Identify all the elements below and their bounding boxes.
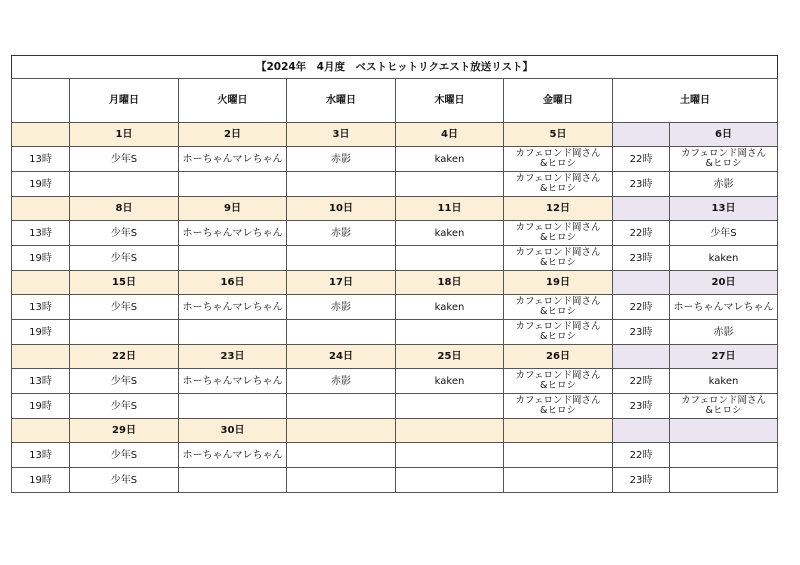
date-cell-saturday-time-blank — [613, 197, 670, 221]
program-cell-friday: カフェロンド岡さん &ヒロシ — [504, 147, 613, 172]
saturday-time-label: 22時 — [613, 295, 670, 320]
program-cell-monday: 少年S — [70, 221, 179, 246]
program-cell-monday: 少年S — [70, 443, 179, 468]
date-row — [12, 271, 778, 295]
time-label: 13時 — [12, 147, 70, 172]
program-cell-wednesday — [287, 320, 396, 345]
program-cell-thursday — [396, 394, 504, 419]
header-blank — [12, 79, 70, 123]
saturday-time-label: 22時 — [613, 221, 670, 246]
program-cell-saturday: 赤影 — [670, 172, 778, 197]
header-saturday: 土曜日 — [613, 79, 778, 123]
slot-row — [12, 369, 778, 394]
saturday-time-label: 23時 — [613, 468, 670, 493]
program-cell-saturday — [670, 443, 778, 468]
time-label: 13時 — [12, 369, 70, 394]
time-label: 13時 — [12, 295, 70, 320]
program-cell-tuesday: ホーちゃんマレちゃん — [179, 221, 287, 246]
program-cell-saturday: kaken — [670, 369, 778, 394]
saturday-time-label: 22時 — [613, 147, 670, 172]
saturday-time-label: 23時 — [613, 172, 670, 197]
date-row-time-blank — [12, 197, 70, 221]
date-row — [12, 197, 778, 221]
date-cell-wednesday: 10日 — [287, 197, 396, 221]
saturday-time-label: 22時 — [613, 369, 670, 394]
saturday-time-label: 23時 — [613, 246, 670, 271]
program-cell-monday: 少年S — [70, 295, 179, 320]
saturday-time-label: 23時 — [613, 394, 670, 419]
date-cell-thursday: 25日 — [396, 345, 504, 369]
slot-row — [12, 443, 778, 468]
date-cell-wednesday — [287, 419, 396, 443]
broadcast-schedule-table — [11, 55, 778, 493]
header-monday: 月曜日 — [70, 79, 179, 123]
program-cell-wednesday — [287, 246, 396, 271]
date-cell-monday: 1日 — [70, 123, 179, 147]
header-wednesday: 水曜日 — [287, 79, 396, 123]
program-cell-thursday: kaken — [396, 147, 504, 172]
program-cell-thursday — [396, 172, 504, 197]
program-cell-monday: 少年S — [70, 468, 179, 493]
date-cell-friday: 5日 — [504, 123, 613, 147]
time-label: 19時 — [12, 246, 70, 271]
program-cell-saturday: カフェロンド岡さん &ヒロシ — [670, 394, 778, 419]
slot-row — [12, 394, 778, 419]
program-cell-monday — [70, 172, 179, 197]
program-cell-monday: 少年S — [70, 246, 179, 271]
program-cell-monday — [70, 320, 179, 345]
slot-row — [12, 320, 778, 345]
program-cell-thursday: kaken — [396, 221, 504, 246]
date-cell-friday: 19日 — [504, 271, 613, 295]
program-cell-wednesday: 赤影 — [287, 147, 396, 172]
date-cell-monday: 22日 — [70, 345, 179, 369]
program-cell-thursday — [396, 320, 504, 345]
program-cell-thursday — [396, 468, 504, 493]
date-cell-saturday-time-blank — [613, 419, 670, 443]
date-row-time-blank — [12, 271, 70, 295]
program-cell-saturday: ホーちゃんマレちゃん — [670, 295, 778, 320]
program-cell-saturday: kaken — [670, 246, 778, 271]
time-label: 19時 — [12, 468, 70, 493]
program-cell-monday: 少年S — [70, 369, 179, 394]
date-cell-saturday-time-blank — [613, 345, 670, 369]
date-cell-monday: 29日 — [70, 419, 179, 443]
date-cell-wednesday: 17日 — [287, 271, 396, 295]
slot-row — [12, 295, 778, 320]
program-cell-saturday: カフェロンド岡さん &ヒロシ — [670, 147, 778, 172]
program-cell-monday: 少年S — [70, 394, 179, 419]
date-cell-friday — [504, 419, 613, 443]
date-row-time-blank — [12, 123, 70, 147]
date-row — [12, 419, 778, 443]
program-cell-friday: カフェロンド岡さん &ヒロシ — [504, 221, 613, 246]
date-cell-saturday: 6日 — [670, 123, 778, 147]
program-cell-tuesday — [179, 320, 287, 345]
program-cell-friday: カフェロンド岡さん &ヒロシ — [504, 394, 613, 419]
program-cell-friday: カフェロンド岡さん &ヒロシ — [504, 295, 613, 320]
program-cell-thursday: kaken — [396, 295, 504, 320]
program-cell-wednesday: 赤影 — [287, 369, 396, 394]
date-row-time-blank — [12, 419, 70, 443]
date-cell-tuesday: 2日 — [179, 123, 287, 147]
program-cell-saturday: 少年S — [670, 221, 778, 246]
program-cell-friday — [504, 443, 613, 468]
time-label: 19時 — [12, 394, 70, 419]
program-cell-friday: カフェロンド岡さん &ヒロシ — [504, 320, 613, 345]
time-label: 19時 — [12, 172, 70, 197]
date-cell-thursday — [396, 419, 504, 443]
date-cell-monday: 15日 — [70, 271, 179, 295]
date-row — [12, 345, 778, 369]
program-cell-tuesday — [179, 468, 287, 493]
program-cell-saturday — [670, 468, 778, 493]
program-cell-wednesday — [287, 468, 396, 493]
date-cell-saturday — [670, 419, 778, 443]
date-cell-thursday: 11日 — [396, 197, 504, 221]
program-cell-friday: カフェロンド岡さん &ヒロシ — [504, 172, 613, 197]
program-cell-tuesday — [179, 172, 287, 197]
program-cell-tuesday: ホーちゃんマレちゃん — [179, 443, 287, 468]
program-cell-thursday — [396, 443, 504, 468]
date-cell-wednesday: 3日 — [287, 123, 396, 147]
date-cell-wednesday: 24日 — [287, 345, 396, 369]
date-cell-monday: 8日 — [70, 197, 179, 221]
time-label: 19時 — [12, 320, 70, 345]
program-cell-thursday — [396, 246, 504, 271]
date-cell-saturday: 20日 — [670, 271, 778, 295]
program-cell-friday: カフェロンド岡さん &ヒロシ — [504, 246, 613, 271]
date-row-time-blank — [12, 345, 70, 369]
date-cell-saturday-time-blank — [613, 123, 670, 147]
slot-row — [12, 172, 778, 197]
date-cell-saturday-time-blank — [613, 271, 670, 295]
slot-row — [12, 221, 778, 246]
time-label: 13時 — [12, 221, 70, 246]
slot-row — [12, 147, 778, 172]
program-cell-friday: カフェロンド岡さん &ヒロシ — [504, 369, 613, 394]
date-cell-thursday: 18日 — [396, 271, 504, 295]
program-cell-wednesday: 赤影 — [287, 221, 396, 246]
program-cell-wednesday — [287, 443, 396, 468]
program-cell-tuesday — [179, 246, 287, 271]
slot-row — [12, 246, 778, 271]
date-cell-thursday: 4日 — [396, 123, 504, 147]
program-cell-tuesday — [179, 394, 287, 419]
date-row — [12, 123, 778, 147]
schedule-title: 【2024年 4月度 ベストヒットリクエスト放送リスト】 — [12, 56, 778, 79]
saturday-time-label: 23時 — [613, 320, 670, 345]
program-cell-monday: 少年S — [70, 147, 179, 172]
date-cell-tuesday: 16日 — [179, 271, 287, 295]
slot-row — [12, 468, 778, 493]
program-cell-saturday: 赤影 — [670, 320, 778, 345]
header-friday: 金曜日 — [504, 79, 613, 123]
date-cell-friday: 26日 — [504, 345, 613, 369]
date-cell-tuesday: 23日 — [179, 345, 287, 369]
program-cell-wednesday — [287, 394, 396, 419]
program-cell-friday — [504, 468, 613, 493]
date-cell-tuesday: 9日 — [179, 197, 287, 221]
program-cell-thursday: kaken — [396, 369, 504, 394]
program-cell-wednesday — [287, 172, 396, 197]
header-tuesday: 火曜日 — [179, 79, 287, 123]
date-cell-friday: 12日 — [504, 197, 613, 221]
saturday-time-label: 22時 — [613, 443, 670, 468]
time-label: 13時 — [12, 443, 70, 468]
program-cell-wednesday: 赤影 — [287, 295, 396, 320]
header-thursday: 木曜日 — [396, 79, 504, 123]
program-cell-tuesday: ホーちゃんマレちゃん — [179, 147, 287, 172]
date-cell-tuesday: 30日 — [179, 419, 287, 443]
date-cell-saturday: 27日 — [670, 345, 778, 369]
program-cell-tuesday: ホーちゃんマレちゃん — [179, 295, 287, 320]
program-cell-tuesday: ホーちゃんマレちゃん — [179, 369, 287, 394]
date-cell-saturday: 13日 — [670, 197, 778, 221]
